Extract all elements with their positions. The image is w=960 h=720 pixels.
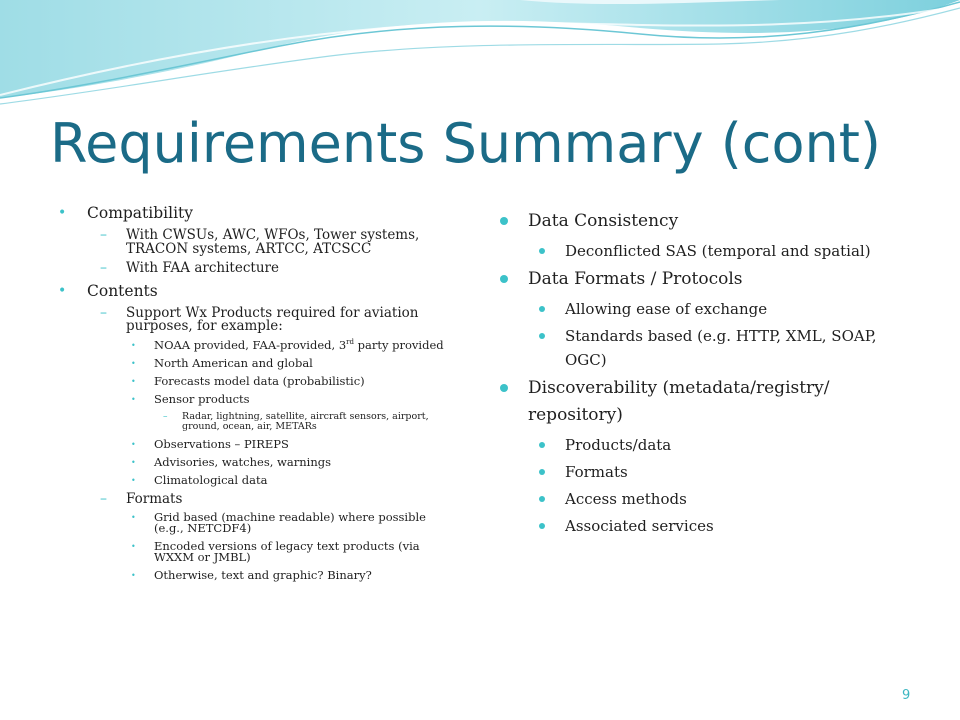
subbullet-standards-based: Standards based (e.g. HTTP, XML, SOAP, OGC) xyxy=(496,324,916,372)
item-encoded-versions: • Encoded versions of legacy text products (via WXXM or JMBL) xyxy=(56,541,456,563)
subbullet-formats: – Formats xyxy=(56,493,456,507)
item-observations: • Observations – PIREPS xyxy=(56,439,456,450)
subbullet-compat-systems: – With CWSUs, AWC, WFOs, Tower systems, TRACON systems, ARTCC, ATCSCC xyxy=(56,229,456,256)
subbullet-ease-of-exchange: Allowing ease of exchange xyxy=(496,297,916,321)
subbullet-formats: Formats xyxy=(496,460,916,484)
slide-title: Requirements Summary (cont) xyxy=(50,112,881,175)
subbullet-products-data: Products/data xyxy=(496,433,916,457)
bullet-data-consistency: Data Consistency xyxy=(496,208,916,235)
decorative-wave-header xyxy=(0,0,960,110)
right-column xyxy=(496,208,916,541)
item-grid-based: • Grid based (machine readable) where possible (e.g., NETCDF4) xyxy=(56,512,456,534)
subbullet-support-wx: – Support Wx Products required for aviation purposes, for example: xyxy=(56,307,456,334)
left-column xyxy=(56,204,456,588)
item-climatological: • Climatological data xyxy=(56,475,456,486)
subbullet-deconflicted: Deconflicted SAS (temporal and spatial) xyxy=(496,239,916,263)
left-bullet-list xyxy=(56,204,456,581)
bullet-discoverability: Discoverability (metadata/registry/ repository) xyxy=(496,375,916,429)
bullet-compatibility: • Compatibility xyxy=(56,204,456,223)
subbullet-associated-services: Associated services xyxy=(496,514,916,538)
item-forecasts: • Forecasts model data (probabilistic) xyxy=(56,376,456,387)
right-bullet-list xyxy=(496,208,916,538)
item-north-american: • North American and global xyxy=(56,358,456,369)
page-number: 9 xyxy=(902,688,911,703)
item-otherwise: • Otherwise, text and graphic? Binary? xyxy=(56,570,456,581)
subbullet-compat-faa: – With FAA architecture xyxy=(56,262,456,276)
item-advisories: • Advisories, watches, warnings xyxy=(56,457,456,468)
subbullet-access-methods: Access methods xyxy=(496,487,916,511)
item-sensor-detail: – Radar, lightning, satellite, aircraft sensors, airport, ground, ocean, air, METARs xyxy=(56,412,456,432)
bullet-data-formats: Data Formats / Protocols xyxy=(496,266,916,293)
item-noaa-provided: • NOAA provided, FAA-provided, 3rd party provided xyxy=(56,340,456,351)
bullet-contents: • Contents xyxy=(56,282,456,301)
item-sensor-products: • Sensor products xyxy=(56,394,456,405)
